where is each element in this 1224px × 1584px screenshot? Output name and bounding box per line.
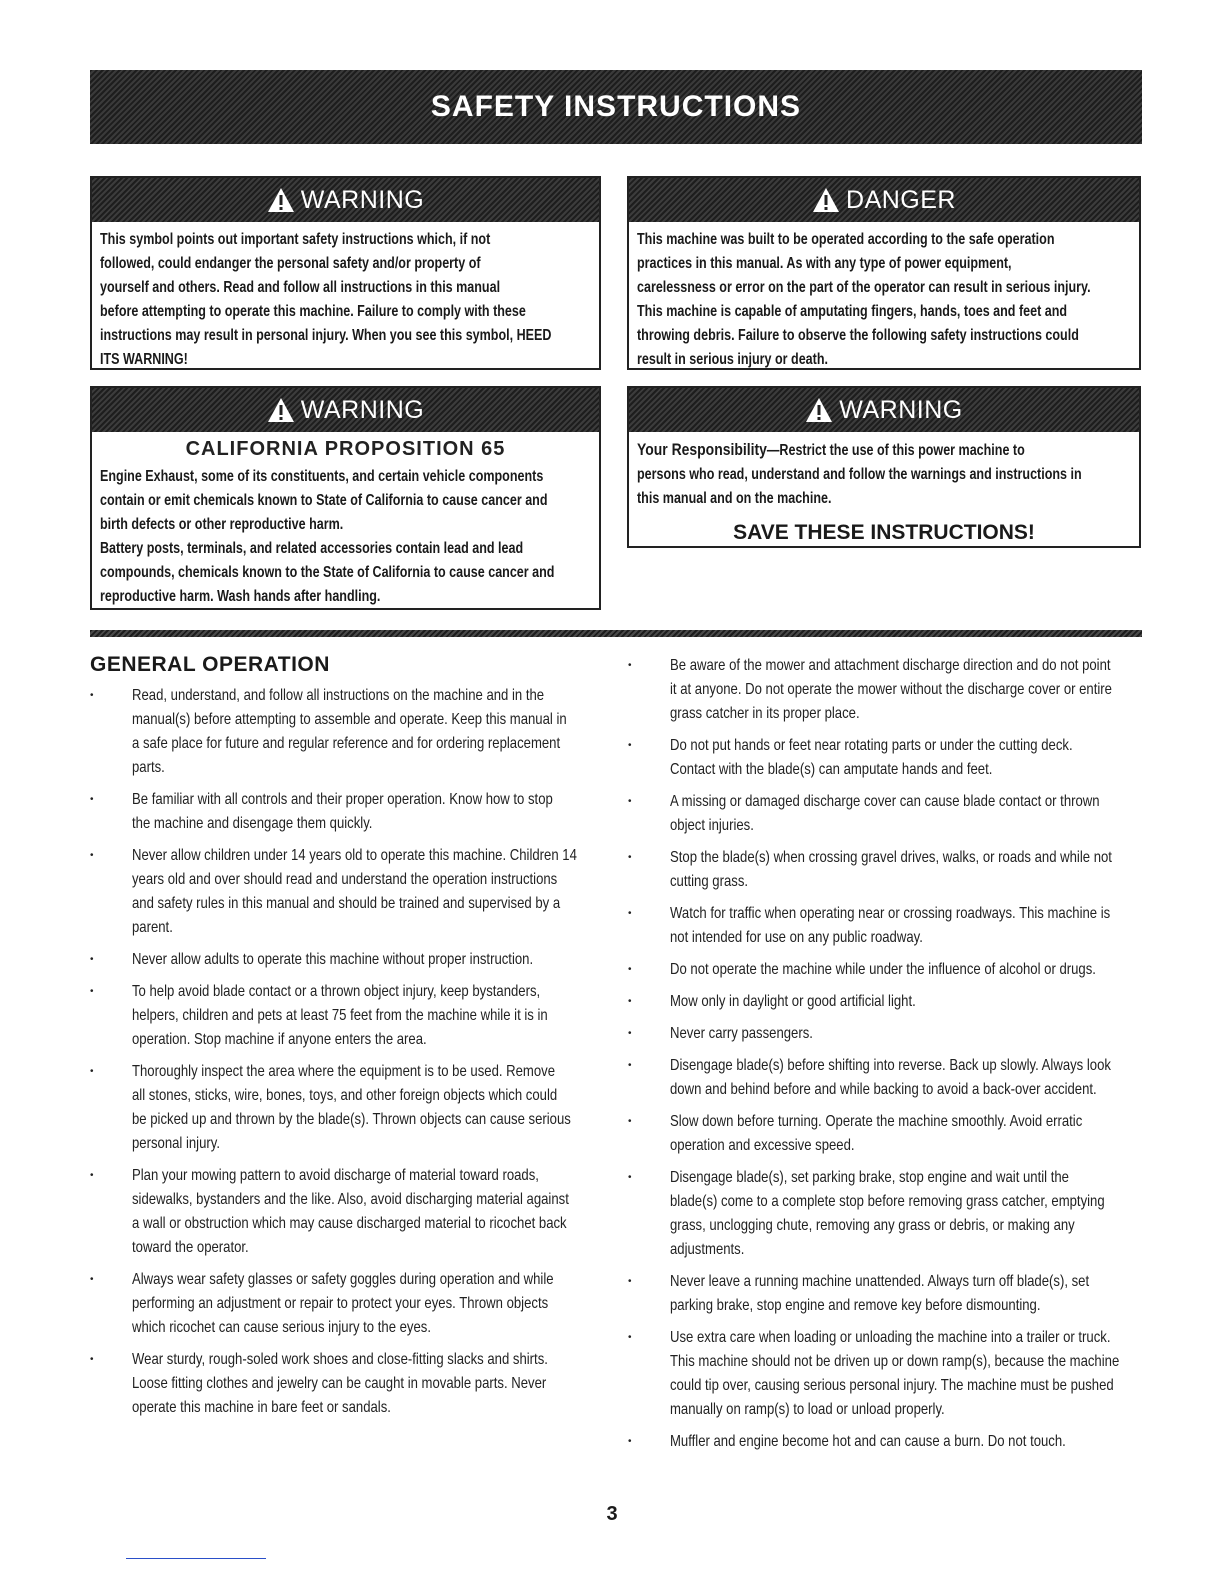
bullet-item: • Always wear safety glasses or safety goggles during operation and while performing an adjustment or repair to protect your eyes. Thrown objects which ricochet can cause serious injury to the eyes.: [90, 1268, 600, 1340]
bullet-item: • Watch for traffic when operating near or crossing roadways. This machine is not intended for use on any public roadway.: [628, 902, 1142, 950]
bullet-item: • Never allow adults to operate this machine without proper instruction.: [90, 948, 600, 972]
bullet-item: • Do not put hands or feet near rotating parts or under the cutting deck. Contact with the blade(s) can amputate hands and feet.: [628, 734, 1142, 782]
left-bullet-list: [90, 684, 600, 1428]
bullet-item: • Be aware of the mower and attachment discharge direction and do not point it at anyone. Do not operate the mower without the discharge cover or entire grass catcher in its proper place.: [628, 654, 1142, 726]
alert-triangle-icon: [267, 397, 295, 423]
alert-triangle-icon: [805, 397, 833, 423]
bullet-item: • Disengage blade(s) before shifting into reverse. Back up slowly. Always look down and behind before and while backing to avoid a back-over accident.: [628, 1054, 1142, 1102]
warning-label: WARNING: [300, 395, 425, 424]
warning-header: [92, 178, 599, 222]
page-number: 3: [606, 1503, 618, 1525]
danger-text: This machine was built to be operated according to the safe operation practices in this manual. As with any type of power equipment, carelessness or error on the part of the operator can result in serious injury. This machine is capable of amputating fingers, hands, toes and feet and throwing debris. Failure to observe the following safety instructions could result in serious injury or death.: [637, 231, 1091, 368]
prop65-title: CALIFORNIA PROPOSITION 65: [185, 438, 506, 460]
warning-box-symbol: [90, 176, 601, 370]
bullet-item: • To help avoid blade contact or a thrown object injury, keep bystanders, helpers, children and pets at least 75 feet from the machine while it is in operation. Stop machine if anyone enters the area.: [90, 980, 600, 1052]
bullet-item: • Never allow children under 14 years old to operate this machine. Children 14 years old and over should read and understand the operation instructions and safety rules in this manual and should be trained and supervised by a parent.: [90, 844, 600, 940]
warning-header: [92, 388, 599, 432]
bullet-item: • A missing or damaged discharge cover can cause blade contact or thrown object injuries.: [628, 790, 1142, 838]
footer-line: [126, 1558, 266, 1559]
bullet-item: • Thoroughly inspect the area where the equipment is to be used. Remove all stones, sticks, wire, bones, toys, and other foreign objects which could be picked up and thrown by the blade(s). Thrown objects can cause serious personal injury.: [90, 1060, 600, 1156]
bullet-item: • Be familiar with all controls and their proper operation. Know how to stop the machine and disengage them quickly.: [90, 788, 600, 836]
warning-text: This symbol points out important safety instructions which, if not followed, could endanger the personal safety and/or property of yourself and others. Read and follow all instructions in this manual before attempting to operate this machine. Failure to comply with these instructions may result in personal injury. When you see this symbol, HEED ITS WARNING!: [100, 231, 552, 368]
alert-triangle-icon: [267, 187, 295, 213]
danger-header: [629, 178, 1139, 222]
danger-box: [627, 176, 1141, 370]
warning-label: WARNING: [839, 395, 963, 424]
general-operation-heading: GENERAL OPERATION: [90, 653, 330, 676]
bullet-item: • Read, understand, and follow all instructions on the machine and in the manual(s) before attempting to assemble and operate. Keep this manual in a safe place for future and regular reference and for ordering replacement parts.: [90, 684, 600, 780]
prop65-text: Engine Exhaust, some of its constituents, and certain vehicle components contain or emit chemicals known to State of California to cause cancer and birth defects or other reproductive harm. Battery posts, terminals, and related accessories contain lead and lead compounds, chemicals known to the State of California to cause cancer and reproductive harm. Wash hands after handling.: [100, 468, 555, 605]
title-banner: [90, 70, 1142, 144]
page-title: SAFETY INSTRUCTIONS: [430, 90, 802, 123]
save-instructions-text: SAVE THESE INSTRUCTIONS!: [733, 521, 1035, 544]
warning-header: [629, 388, 1139, 432]
bullet-item: • Slow down before turning. Operate the machine smoothly. Avoid erratic operation and excessive speed.: [628, 1110, 1142, 1158]
bullet-item: • Do not operate the machine while under the influence of alcohol or drugs.: [628, 958, 1142, 982]
responsibility-lead: Your Responsibility: [637, 440, 767, 459]
warning-label: WARNING: [300, 185, 425, 214]
bullet-item: • Never carry passengers.: [628, 1022, 1142, 1046]
bullet-item: • Stop the blade(s) when crossing gravel drives, walks, or roads and while not cutting grass.: [628, 846, 1142, 894]
bullet-item: • Mow only in daylight or good artificial light.: [628, 990, 1142, 1014]
bullet-item: • Disengage blade(s), set parking brake, stop engine and wait until the blade(s) come to a complete stop before removing grass catcher, emptying grass, unclogging chute, removing any grass or debris, or making any adjustments.: [628, 1166, 1142, 1262]
bullet-item: • Muffler and engine become hot and can cause a burn. Do not touch.: [628, 1430, 1142, 1454]
alert-triangle-icon: [812, 187, 840, 213]
bullet-item: • Never leave a running machine unattended. Always turn off blade(s), set parking brake, stop engine and remove key before dismounting.: [628, 1270, 1142, 1318]
right-bullet-list: [628, 654, 1142, 1462]
danger-label: DANGER: [846, 185, 956, 214]
prop65-warning-box: [90, 386, 601, 610]
bullet-item: • Wear sturdy, rough-soled work shoes and close-fitting slacks and shirts. Loose fitting clothes and jewelry can be caught in movable parts. Never operate this machine in bare feet or sandals.: [90, 1348, 600, 1420]
section-divider: [90, 630, 1142, 637]
responsibility-warning-box: [627, 386, 1141, 548]
bullet-item: • Plan your mowing pattern to avoid discharge of material toward roads, sidewalks, bystanders and the like. Also, avoid discharging material against a wall or obstruction which may cause discharged material to ricochet back toward the operator.: [90, 1164, 600, 1260]
bullet-item: • Use extra care when loading or unloading the machine into a trailer or truck. This machine should not be driven up or down ramp(s), because the machine could tip over, causing serious personal injury. The machine must be pushed manually on ramp(s) to load or unload properly.: [628, 1326, 1142, 1422]
responsibility-text: Your Responsibility—Restrict the use of this power machine to persons who read, understand and follow the warnings and instructions in this manual and on the machine. SAVE THESE INSTRUCTIONS!: [629, 432, 1139, 551]
